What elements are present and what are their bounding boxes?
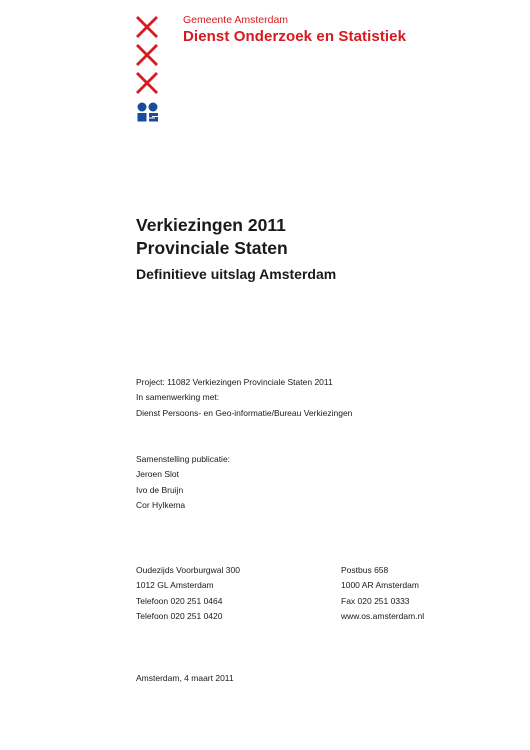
amsterdam-logo: [136, 16, 160, 100]
address-block-right: [341, 563, 424, 624]
phone-number: Telefoon 020 251 0420: [136, 610, 223, 621]
address-block-left: [136, 563, 240, 624]
cross-icon: [136, 72, 158, 94]
street-address: Oudezijds Voorburgwal 300: [136, 565, 240, 575]
author-name: Ivo de Bruijn: [136, 484, 184, 495]
project-info: [136, 375, 352, 421]
cooperation-label: In samenwerking met:: [136, 392, 220, 403]
postal-city: 1012 GL Amsterdam: [136, 580, 214, 591]
credits-label: Samenstelling publicatie:: [136, 454, 231, 464]
website-link[interactable]: www.os.amsterdam.nl: [341, 610, 425, 621]
credits-info: [136, 452, 230, 513]
cross-icon: [136, 16, 158, 38]
title-block: [136, 214, 336, 283]
fax-number: Fax 020 251 0333: [341, 595, 410, 606]
os-logo-icon: [137, 102, 159, 122]
document-title-line2: Provinciale Staten: [136, 238, 288, 258]
author-name: Cor Hylkema: [136, 499, 186, 510]
project-line: Project: 11082 Verkiezingen Provinciale Staten 2011: [136, 377, 333, 387]
document-subtitle: Definitieve uitslag Amsterdam: [136, 266, 337, 282]
po-postal-city: 1000 AR Amsterdam: [341, 580, 419, 591]
cross-icon: [136, 44, 158, 66]
publication-date: [136, 671, 234, 686]
author-name: Jeroen Slot: [136, 469, 179, 480]
document-title: Verkiezingen 2011: [136, 215, 286, 235]
date-text: Amsterdam, 4 maart 2011: [136, 673, 234, 683]
department-name: Dienst Onderzoek en Statistiek: [183, 28, 407, 45]
po-box: Postbus 658: [341, 565, 389, 575]
organization-name: [183, 14, 406, 46]
cooperation-value: Dienst Persoons- en Geo-informatie/Bureau Verkiezingen: [136, 407, 353, 418]
municipality-name: Gemeente Amsterdam: [183, 14, 289, 26]
phone-number: Telefoon 020 251 0464: [136, 595, 223, 606]
